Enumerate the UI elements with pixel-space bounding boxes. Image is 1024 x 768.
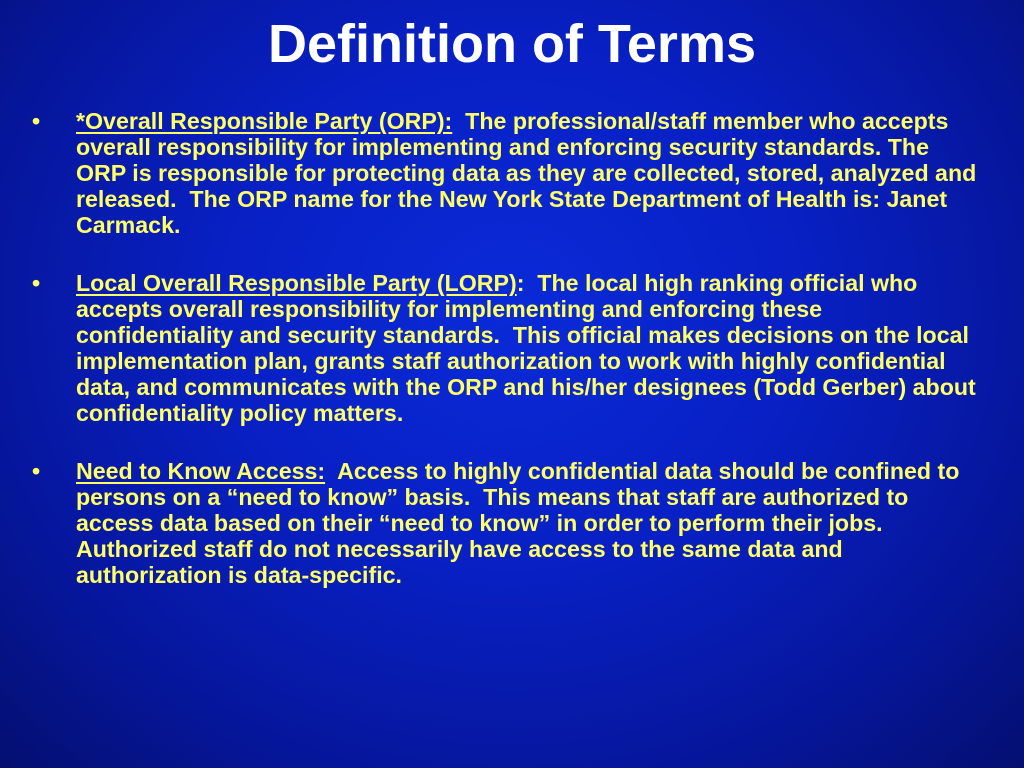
term-lorp: Local Overall Responsible Party (LORP) xyxy=(76,270,517,296)
definition-orp: The professional/staff member who accepts overall responsibility for implementing and enforcing security standards. The ORP is responsible for protecting data as they are collected, stored, analyzed and released. The ORP name for the New York State Department of Health is: Janet Carmack. xyxy=(76,108,983,238)
bullet-orp xyxy=(24,108,984,238)
bullet-lorp xyxy=(24,270,984,426)
bullet-dot-icon: • xyxy=(32,458,41,484)
bullet-list xyxy=(24,108,984,588)
bullet-dot-icon: • xyxy=(32,270,41,296)
bullet-dot-icon: • xyxy=(32,108,41,134)
definition-lorp: : The local high ranking official who accepts overall responsibility for implementing and enforcing these confidentiality and security standards. This official makes decisions on the local implementation plan, grants staff authorization to work with highly confidential data, and communicates with the ORP and his/her designees (Todd Gerber) about confidentiality policy matters. xyxy=(76,270,983,426)
slide-title: Definition of Terms xyxy=(267,14,756,74)
definition-need-to-know: Access to highly confidential data should be confined to persons on a “need to know” basis. This means that staff are authorized to access data based on their “need to know” in order to perform their jobs. Authorized staff do not necessarily have access to the same data and authorization is data-specific. xyxy=(76,458,966,588)
term-orp: *Overall Responsible Party (ORP): xyxy=(76,108,453,134)
term-need-to-know: Need to Know Access: xyxy=(76,458,326,484)
bullet-need-to-know xyxy=(24,458,984,588)
